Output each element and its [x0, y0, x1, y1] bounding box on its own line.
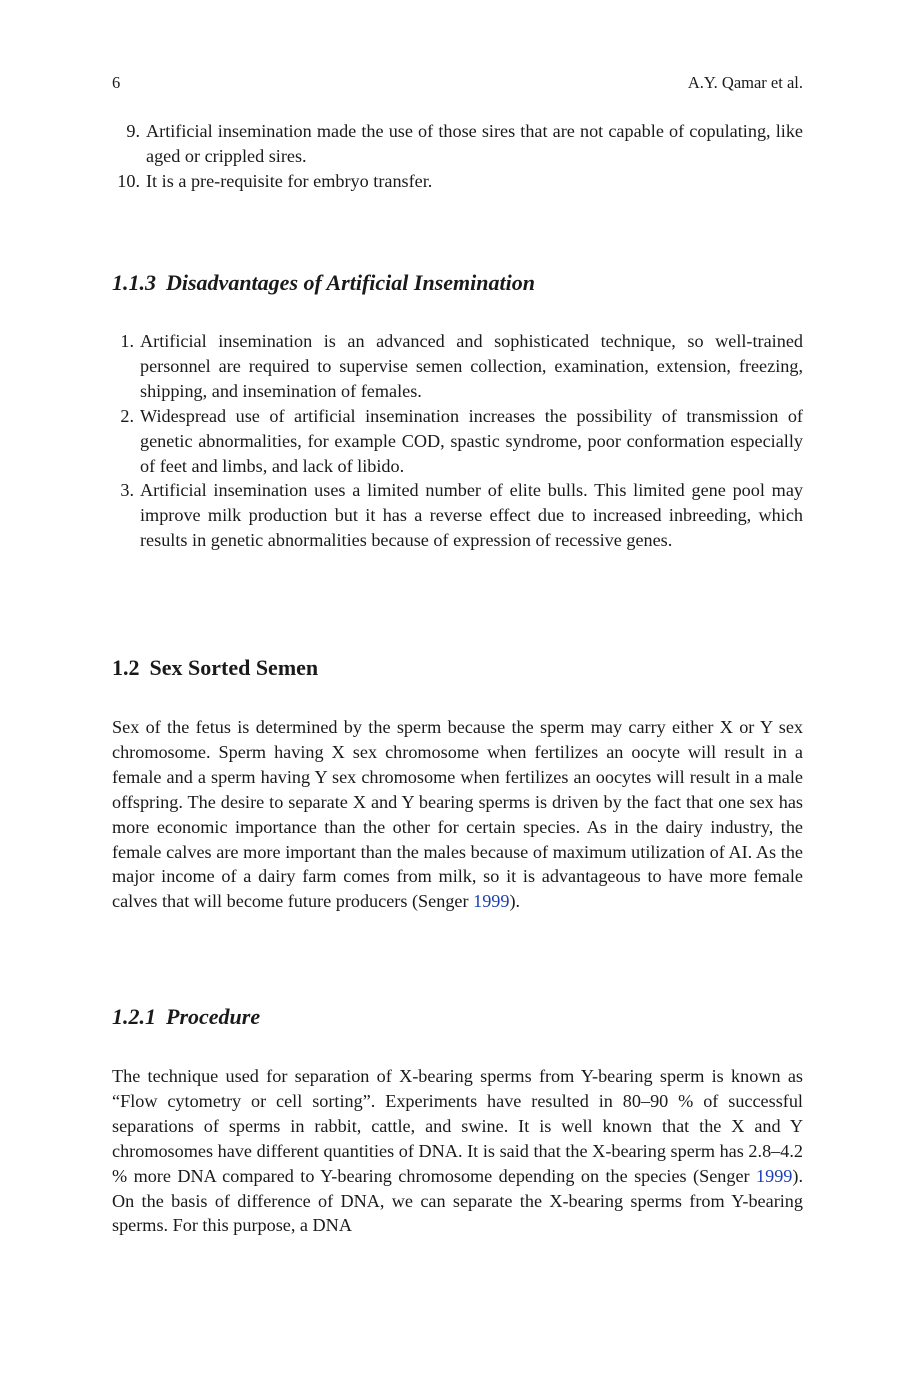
list-item	[112, 404, 803, 479]
paragraph-procedure	[112, 1064, 803, 1238]
citation-link[interactable]: 1999	[756, 1165, 793, 1186]
section-number: 1.2	[112, 655, 140, 680]
list-item-number: 9.	[126, 121, 140, 141]
list-item-number: 1.	[120, 331, 134, 351]
section-heading-disadvantages	[112, 269, 803, 297]
paragraph-text: The technique used for separation of X-bearing sperms from Y-bearing sperm is known as “Flow cytometry or cell sorting”. Experiments have resulted in 80–90 % of successful separations of sperms in rabbit, cattle, and swine. It is well known that the X and Y chromosomes have different quantities of DNA. It is said that the X-bearing sperm has 2.8–4.2 % more DNA compared to Y-bearing chromosome depending on the species (Senger	[112, 1066, 803, 1186]
paragraph-text-end: ).	[509, 891, 521, 912]
section-heading-sex-sorted-semen	[112, 654, 803, 682]
paragraph-text: Sex of the fetus is determined by the sperm because the sperm may carry either X or Y sex chromosome. Sperm having X sex chromosome when fertilizes an oocyte will result in a female and a sperm having Y sex chromosome when fertilizes an oocytes will result in a male offspring. The desire to separate X and Y bearing sperms is driven by the fact that one sex has more economic importance than the other for certain species. As in the dairy industry, the female calves are more important than the males because of maximum utilization of AI. As the major income of a dairy farm comes from milk, so it is advantageous to have more female calves that will become future producers (Senger	[112, 717, 803, 912]
page-number: 6	[112, 73, 121, 92]
advantages-list-continued	[112, 119, 803, 194]
list-item	[112, 119, 803, 169]
list-item-text: Artificial insemination is an advanced and sophisticated technique, so well-trained personnel are required to supervise semen collection, examination, extension, freezing, shipping, and insemination of females.	[140, 331, 803, 401]
list-item-text: Artificial insemination uses a limited number of elite bulls. This limited gene pool may improve milk production but it has a reverse effect due to increased inbreeding, which results in genetic abnormalities because of expression of recessive genes.	[140, 480, 803, 551]
section-heading-procedure	[112, 1003, 803, 1031]
citation-link[interactable]: 1999	[473, 891, 510, 912]
section-title: Procedure	[166, 1004, 261, 1029]
list-item-text: Artificial insemination made the use of those sires that are not capable of copulating, like aged or crippled sires.	[146, 121, 803, 166]
list-item-number: 3.	[120, 480, 134, 501]
running-authors: A.Y. Qamar et al.	[687, 73, 803, 92]
running-header	[112, 72, 803, 94]
section-number: 1.1.3	[112, 270, 156, 295]
list-item-number: 10.	[117, 170, 140, 191]
disadvantages-list	[112, 329, 803, 553]
section-title: Sex Sorted Semen	[149, 655, 319, 680]
list-item-text: It is a pre-requisite for embryo transfer.	[146, 170, 433, 191]
paragraph-sex-sorted-semen	[112, 715, 803, 914]
paragraph-text-end: ). On the basis of difference of DNA, we can separate the X-bearing sperms from Y-bearing sperms. For this purpose, a DNA	[112, 1165, 803, 1236]
section-title: Disadvantages of Artificial Insemination	[166, 270, 535, 295]
list-item	[112, 169, 803, 194]
list-item	[112, 478, 803, 553]
section-number: 1.2.1	[112, 1004, 156, 1029]
list-item-number: 2.	[120, 405, 134, 426]
list-item-text: Widespread use of artificial insemination increases the possibility of transmission of genetic abnormalities, for example COD, spastic syndrome, poor conformation especially of feet and limbs, and lack of libido.	[140, 405, 803, 476]
list-item	[112, 329, 803, 404]
